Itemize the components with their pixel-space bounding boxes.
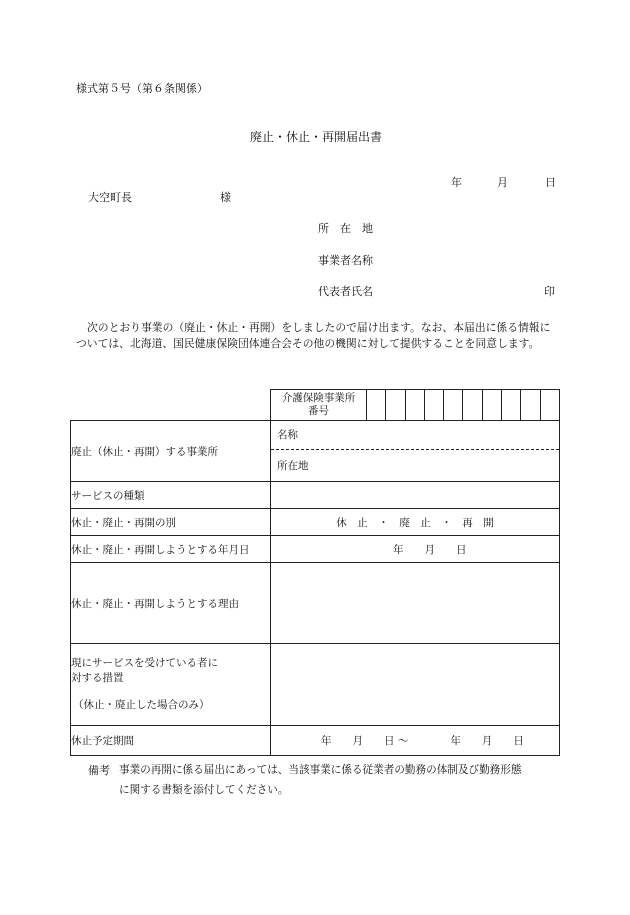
reason-field[interactable] bbox=[271, 563, 560, 644]
seal-mark: 印 bbox=[544, 285, 555, 298]
planned-period-field[interactable]: 年 月 日 〜 年 月 日 bbox=[271, 726, 560, 756]
office-address-label: 所在地 bbox=[277, 460, 309, 472]
care-insurance-label-line1: 介護保険事業所 bbox=[281, 392, 356, 404]
date-day: 日 bbox=[545, 176, 556, 189]
remarks-line1: 事業の再開に係る届出にあっては、当該事業に係る従業者の勤務の体制及び勤務形態 bbox=[119, 764, 522, 776]
date-field[interactable]: 年 月 日 bbox=[271, 536, 560, 563]
measures-label-line1: 現にサービスを受けている者に bbox=[71, 657, 218, 669]
applicant-address-label: 所 在 地 bbox=[318, 222, 373, 235]
applicant-business-name-label: 事業者名称 bbox=[318, 254, 373, 267]
digit-box[interactable] bbox=[520, 390, 539, 420]
measures-label-line2: 対する措置 bbox=[71, 672, 124, 684]
date-year: 年 bbox=[451, 176, 462, 189]
digit-box[interactable] bbox=[385, 390, 404, 420]
planned-period-label: 休止予定期間 bbox=[71, 726, 271, 756]
measures-label-line3: （休止・廃止した場合のみ） bbox=[73, 699, 210, 711]
digit-box[interactable] bbox=[405, 390, 424, 420]
intro-paragraph: 次のとおり事業の（廃止・休止・再開）をしましたので届け出ます。なお、本届出に係る情報については、北海道、国民健康保険団体連合会その他の機関に対して提供することを同意します。 bbox=[76, 321, 551, 350]
digit-box[interactable] bbox=[424, 390, 443, 420]
office-name-field[interactable] bbox=[271, 421, 559, 450]
remarks-label: 備考 bbox=[88, 764, 110, 777]
measures-field[interactable] bbox=[271, 644, 560, 726]
category-label: 休止・廃止・再開の別 bbox=[71, 509, 271, 536]
reason-label: 休止・廃止・再開しようとする理由 bbox=[71, 563, 271, 644]
digit-box[interactable] bbox=[366, 390, 385, 420]
care-insurance-label-line2: 番号 bbox=[308, 405, 329, 417]
care-insurance-number-input[interactable] bbox=[366, 390, 559, 420]
service-type-field[interactable] bbox=[271, 482, 560, 509]
addressee-name: 大空町長 bbox=[88, 191, 132, 204]
remarks-line2: に関する書類を添付してください。 bbox=[119, 784, 289, 796]
office-cell bbox=[271, 421, 560, 482]
blank-cell bbox=[71, 390, 271, 421]
digit-box[interactable] bbox=[443, 390, 462, 420]
office-name-label: 名称 bbox=[277, 429, 298, 441]
service-type-label: サービスの種類 bbox=[71, 482, 271, 509]
page-title: 廃止・休止・再開届出書 bbox=[250, 130, 383, 144]
addressee-honorific: 様 bbox=[220, 191, 231, 204]
office-address-field[interactable] bbox=[271, 450, 559, 481]
care-insurance-number-label bbox=[271, 390, 366, 420]
digit-box[interactable] bbox=[540, 390, 559, 420]
applicant-representative-label: 代表者氏名 bbox=[318, 285, 373, 298]
application-table bbox=[70, 389, 560, 756]
office-label: 廃止（休止・再開）する事業所 bbox=[71, 421, 271, 482]
digit-box[interactable] bbox=[462, 390, 481, 420]
measures-label bbox=[71, 644, 271, 726]
date-label: 休止・廃止・再開しようとする年月日 bbox=[71, 536, 271, 563]
category-options[interactable]: 休 止 ・ 廃 止 ・ 再 開 bbox=[271, 509, 560, 536]
care-insurance-number-cell bbox=[271, 390, 560, 421]
digit-box[interactable] bbox=[482, 390, 501, 420]
date-month: 月 bbox=[497, 176, 508, 189]
form-number: 様式第５号（第６条関係） bbox=[76, 82, 208, 95]
digit-box[interactable] bbox=[501, 390, 520, 420]
